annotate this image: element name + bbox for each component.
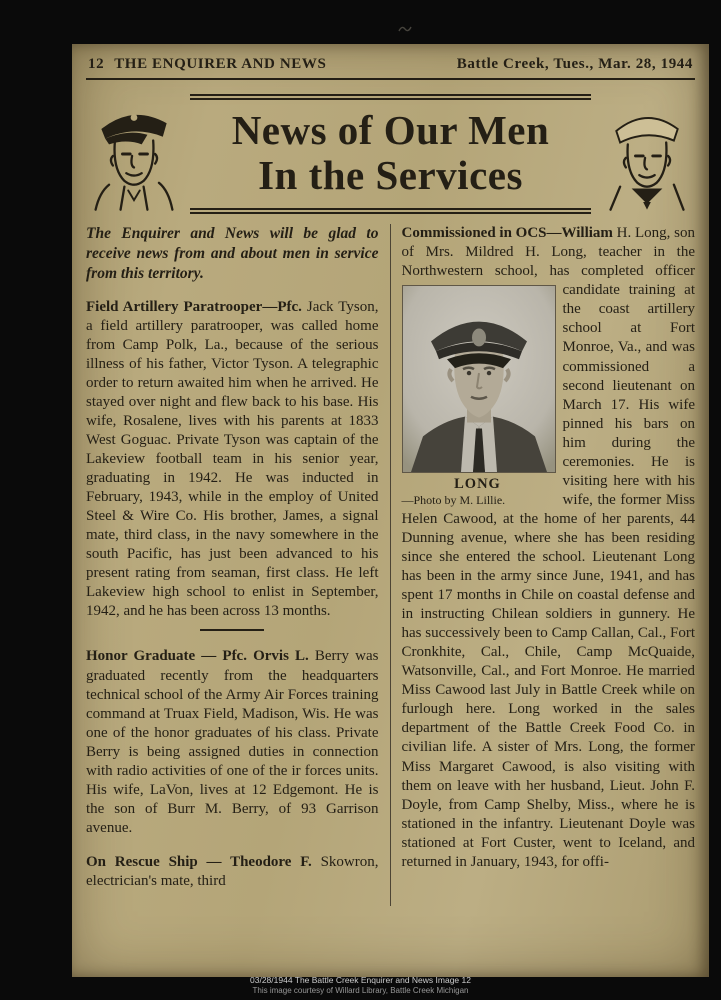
masthead-title-line2: In the Services — [258, 152, 523, 199]
dateline: Battle Creek, Tues., Mar. 28, 1944 — [456, 56, 693, 72]
section-divider — [200, 629, 264, 631]
scan-artifact — [398, 24, 412, 34]
article-body: Berry was graduated recently from the headquarters technical school of the Army Air Forces training command at Truax Field, Madison, Wis. He was one of the honor graduates of his class. Private Berry is being assigned duties in connection with radio activities of one of the ir forces units. His wife, LaVon, lives at 12 Edgemont. He is the son of Burr M. Berry, of 93 Garrison avenue. — [86, 648, 379, 836]
article-commissioned-in-ocs — [402, 224, 696, 872]
article-field-artillery-paratrooper — [86, 298, 379, 622]
right-column — [391, 224, 696, 906]
article-columns — [86, 224, 695, 906]
photo-caption-name: LONG — [454, 476, 501, 493]
article-honor-graduate — [86, 647, 379, 837]
portrait-photo-block — [402, 285, 554, 507]
page-header-left — [88, 56, 326, 73]
masthead-title-line1: News of Our Men — [231, 107, 550, 153]
editor-note: The Enquirer and News will be glad to receive news from and about men in service from this territory. — [86, 225, 379, 282]
page-header — [86, 54, 695, 80]
newspaper-page — [72, 44, 709, 977]
paper-name: THE ENQUIRER AND NEWS — [114, 56, 327, 72]
article-body-start: H. Long, son of Mrs. Mildred H. Long, teacher in the Northwestern school, has completed officer — [401, 225, 696, 280]
article-on-rescue-ship — [86, 853, 379, 891]
article-body: Skowron, electrician's mate, third — [86, 853, 379, 889]
scan-footer-line2: This image courtesy of Willard Library, Battle Creek Michigan — [252, 986, 469, 996]
article-heading: On Rescue Ship — Theodore F. — [86, 853, 312, 870]
left-column — [86, 224, 391, 906]
portrait-photo — [402, 285, 556, 473]
article-body-rest: candidate training at the coast artillery school at Fort Monroe, Va., and was commissioned a second lieutenant on March 17. His wife pinned his bars on him during the ceremonies. He is visiting here with his wife, the former Miss Helen Cawood, at the home of her parents, 44 Dunning avenue, where she has been residing since she entered the school. Lieutenant Long has been in the army since June, 1941, and has spent 17 months in Chile on coastal defense and in instructing Chilean soldiers in gunnery. He has successively been to Camp Callan, Cal., Fort Cronkhite, Cal., Chile, Camp McQuaide, Watsonville, Cal., and Fort Monroe. He married Miss Cawood last July in Battle Creek while on furlough here. Long worked in the sales department of the Battle Creek Food Co. in civilian life. A sister of Mrs. Long, the former Miss Margaret Cawood, is also visiting with them on leave with her husband, Lieut. John F. Doyle, from Camp Shelby, Miss., where he is stationed in the infantry. Lieutenant Doyle was stationed at Fort Custer, went to Iceland, and returned in January, 1943, for offi- — [401, 282, 695, 870]
article-heading: Commissioned in OCS—William — [401, 225, 613, 242]
article-heading: Field Artillery Paratrooper—Pfc. — [86, 298, 302, 315]
page-number: 12 — [88, 56, 105, 72]
article-heading: Honor Graduate — Pfc. Orvis L. — [86, 648, 309, 665]
section-masthead — [86, 94, 695, 214]
masthead-box — [190, 94, 591, 214]
scan-footer-line1: 03/28/1944 The Battle Creek Enquirer and News Image 12 — [250, 974, 471, 985]
article-body: Jack Tyson, a field artillery paratrooper, was called home from Camp Polk, La., because of the serious illness of his father, Victor Tyson. A telegraphic order to return awaited him when he arrived. He stayed over night and flew back to his base. His wife, Rosalene, lives with his parents at 1833 West Goguac. Private Tyson was captain of the Lakeview football team in his senior year, graduating in 1942. He was inducted in February, 1943, while in the employ of United Steel & Wire Co. His brother, James, a signal mate, third class, in the navy somewhere in the south Pacific, has just been advanced to his present rating from seaman, first class. He left Lakeview high school to enlist in September, 1942, and he has been across 13 months. — [86, 298, 379, 620]
sailor-illustration — [599, 95, 695, 213]
photo-credit: —Photo by M. Lillie. — [401, 492, 506, 507]
soldier-illustration — [86, 95, 182, 213]
scan-footer — [0, 975, 721, 997]
